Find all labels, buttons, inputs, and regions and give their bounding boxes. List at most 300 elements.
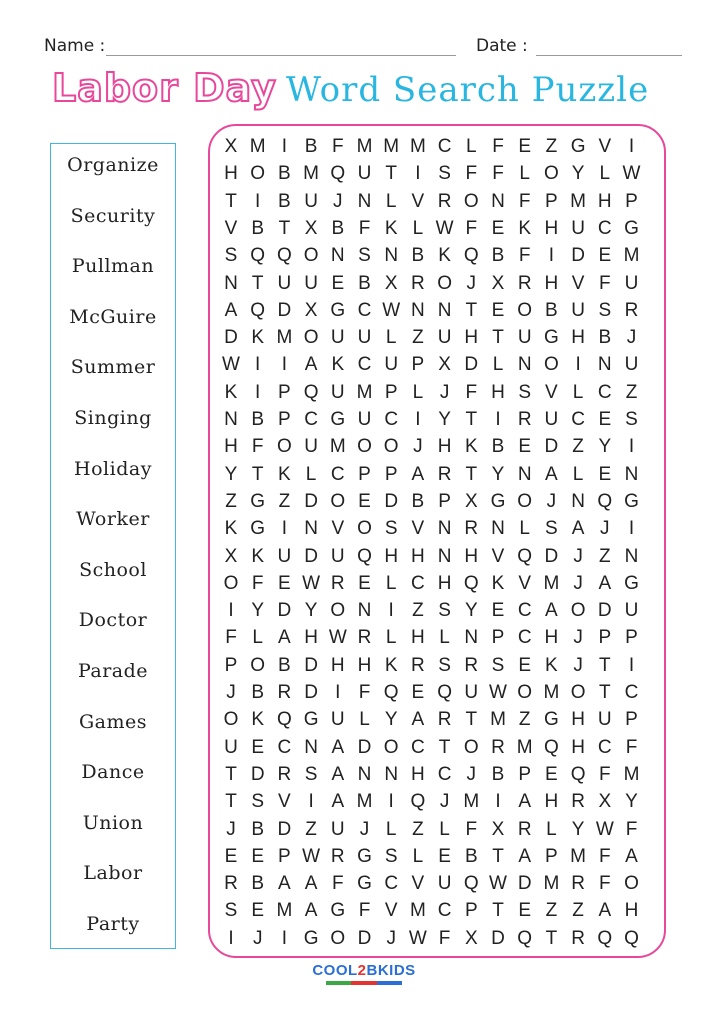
grid-letter[interactable]: D — [277, 600, 292, 622]
grid-letter[interactable]: C — [411, 736, 425, 758]
grid-letter[interactable]: N — [624, 463, 639, 485]
grid-letter[interactable]: R — [517, 818, 532, 840]
grid-letter[interactable]: S — [438, 600, 451, 622]
grid-letter[interactable]: W — [302, 572, 321, 594]
grid-letter[interactable]: M — [356, 381, 373, 403]
grid-letter[interactable]: F — [331, 873, 344, 895]
grid-letter[interactable]: E — [491, 299, 505, 321]
grid-letter[interactable]: U — [624, 272, 639, 294]
grid-letter[interactable]: H — [491, 381, 505, 403]
grid-letter[interactable]: K — [518, 217, 532, 239]
grid-letter[interactable]: W — [382, 299, 401, 321]
grid-letter[interactable]: O — [544, 163, 559, 185]
grid-letter[interactable]: Z — [412, 327, 424, 349]
grid-letter[interactable]: Y — [224, 463, 238, 485]
grid-letter[interactable]: H — [437, 436, 452, 458]
grid-letter[interactable]: O — [250, 163, 266, 185]
grid-letter[interactable]: A — [278, 627, 291, 649]
grid-letter[interactable]: A — [278, 873, 291, 895]
grid-letter[interactable]: Z — [412, 818, 424, 840]
grid-letter[interactable]: T — [438, 736, 451, 758]
grid-letter[interactable]: Q — [437, 682, 452, 703]
grid-letter[interactable]: C — [277, 736, 292, 758]
grid-letter[interactable]: E — [331, 272, 345, 294]
grid-letter[interactable]: Z — [412, 600, 424, 622]
grid-letter[interactable]: J — [573, 654, 583, 676]
grid-letter[interactable]: H — [571, 736, 585, 758]
grid-letter[interactable]: V — [331, 518, 345, 540]
grid-letter[interactable]: E — [518, 900, 532, 922]
grid-letter[interactable]: T — [598, 654, 611, 676]
grid-letter[interactable]: T — [465, 409, 478, 430]
grid-letter[interactable]: P — [224, 654, 238, 676]
grid-letter[interactable]: N — [517, 463, 532, 485]
grid-letter[interactable]: E — [518, 136, 532, 157]
grid-letter[interactable]: H — [544, 217, 559, 239]
grid-letter[interactable]: V — [411, 190, 425, 212]
grid-letter[interactable]: Z — [625, 381, 638, 403]
grid-letter[interactable]: V — [518, 572, 532, 594]
grid-letter[interactable]: D — [357, 927, 372, 949]
grid-letter[interactable]: X — [224, 545, 238, 567]
grid-letter[interactable]: A — [224, 299, 238, 321]
grid-letter[interactable]: I — [255, 190, 261, 212]
grid-letter[interactable]: X — [304, 217, 318, 239]
grid-letter[interactable]: Q — [277, 245, 292, 267]
grid-letter[interactable]: F — [598, 763, 611, 785]
grid-letter[interactable]: N — [597, 354, 612, 376]
grid-letter[interactable]: K — [251, 709, 265, 731]
grid-letter[interactable]: Y — [598, 436, 612, 458]
grid-letter[interactable]: L — [412, 381, 424, 403]
grid-letter[interactable]: E — [518, 654, 532, 676]
grid-letter[interactable]: H — [224, 436, 238, 458]
grid-letter[interactable]: M — [543, 682, 560, 703]
grid-letter[interactable]: Z — [225, 490, 237, 512]
grid-letter[interactable]: F — [358, 217, 371, 239]
grid-letter[interactable]: N — [437, 545, 452, 567]
grid-letter[interactable]: P — [278, 381, 291, 403]
grid-letter[interactable]: Q — [544, 736, 559, 758]
grid-letter[interactable]: T — [225, 190, 237, 212]
grid-letter[interactable]: Y — [251, 600, 265, 622]
grid-letter[interactable]: L — [439, 818, 450, 840]
grid-letter[interactable]: G — [357, 845, 372, 867]
grid-letter[interactable]: C — [597, 736, 612, 758]
grid-letter[interactable]: B — [411, 245, 425, 267]
grid-letter[interactable]: V — [598, 136, 612, 157]
grid-letter[interactable]: E — [224, 845, 238, 867]
grid-letter[interactable]: N — [304, 736, 318, 758]
grid-letter[interactable]: C — [597, 217, 612, 239]
grid-letter[interactable]: A — [545, 463, 558, 485]
grid-letter[interactable]: C — [304, 409, 318, 430]
grid-letter[interactable]: I — [628, 436, 635, 458]
grid-letter[interactable]: N — [464, 627, 479, 649]
grid-letter[interactable]: J — [413, 436, 423, 458]
grid-letter[interactable]: V — [278, 791, 291, 813]
grid-letter[interactable]: O — [463, 190, 479, 212]
grid-letter[interactable]: L — [252, 627, 263, 649]
grid-letter[interactable]: I — [281, 927, 288, 949]
grid-letter[interactable]: C — [357, 299, 372, 321]
grid-letter[interactable]: D — [384, 490, 399, 512]
grid-letter[interactable]: L — [492, 354, 504, 376]
grid-letter[interactable]: U — [384, 354, 399, 376]
grid-letter[interactable]: L — [385, 190, 397, 212]
grid-letter[interactable]: R — [464, 518, 479, 540]
grid-letter[interactable]: J — [226, 818, 236, 840]
grid-letter[interactable]: K — [224, 381, 238, 403]
grid-letter[interactable]: U — [544, 409, 559, 430]
grid-letter[interactable]: Q — [463, 873, 479, 895]
grid-letter[interactable]: P — [625, 190, 638, 212]
grid-letter[interactable]: F — [465, 381, 478, 403]
grid-letter[interactable]: U — [304, 436, 318, 458]
grid-letter[interactable]: N — [330, 245, 345, 267]
grid-letter[interactable]: N — [437, 299, 452, 321]
grid-letter[interactable]: S — [224, 900, 238, 922]
grid-letter[interactable]: S — [384, 518, 398, 540]
grid-letter[interactable]: Q — [303, 381, 319, 403]
grid-letter[interactable]: Q — [383, 682, 399, 703]
grid-letter[interactable]: E — [278, 572, 291, 594]
grid-letter[interactable]: F — [518, 190, 531, 212]
grid-letter[interactable]: R — [437, 190, 452, 212]
grid-letter[interactable]: K — [251, 545, 265, 567]
grid-letter[interactable]: T — [465, 299, 478, 321]
grid-letter[interactable]: W — [435, 217, 454, 239]
grid-letter[interactable]: O — [517, 299, 533, 321]
grid-letter[interactable]: A — [411, 463, 425, 485]
grid-letter[interactable]: V — [384, 900, 398, 922]
grid-letter[interactable]: J — [359, 818, 370, 840]
grid-letter[interactable]: U — [357, 409, 372, 430]
grid-letter[interactable]: C — [384, 873, 399, 895]
grid-letter[interactable]: D — [571, 245, 585, 267]
grid-letter[interactable]: U — [277, 545, 292, 567]
grid-letter[interactable]: N — [491, 518, 505, 540]
grid-letter[interactable]: H — [411, 763, 425, 785]
grid-letter[interactable]: R — [357, 627, 372, 649]
grid-letter[interactable]: M — [409, 900, 426, 922]
grid-letter[interactable]: F — [492, 163, 504, 185]
grid-letter[interactable]: U — [464, 682, 479, 703]
grid-letter[interactable]: O — [357, 436, 372, 458]
grid-letter[interactable]: C — [357, 354, 372, 376]
grid-letter[interactable]: T — [492, 327, 504, 349]
grid-letter[interactable]: J — [546, 490, 557, 512]
grid-letter[interactable]: Z — [572, 900, 584, 922]
grid-letter[interactable]: Q — [277, 709, 292, 731]
grid-letter[interactable]: P — [384, 381, 398, 403]
grid-letter[interactable]: P — [278, 845, 291, 867]
grid-letter[interactable]: P — [438, 490, 451, 512]
grid-letter[interactable]: U — [330, 545, 345, 567]
grid-letter[interactable]: I — [628, 136, 635, 157]
grid-letter[interactable]: M — [543, 873, 560, 895]
grid-letter[interactable]: N — [224, 409, 238, 430]
grid-letter[interactable]: B — [278, 190, 291, 212]
grid-letter[interactable]: H — [224, 163, 238, 185]
grid-letter[interactable]: J — [573, 572, 583, 594]
grid-letter[interactable]: A — [304, 354, 318, 376]
grid-letter[interactable]: B — [251, 409, 265, 430]
grid-letter[interactable]: O — [357, 518, 372, 540]
grid-letter[interactable]: X — [491, 272, 505, 294]
grid-letter[interactable]: T — [278, 217, 291, 239]
grid-letter[interactable]: F — [331, 136, 344, 157]
grid-letter[interactable]: C — [597, 381, 612, 403]
grid-letter[interactable]: A — [598, 572, 612, 594]
grid-letter[interactable]: P — [384, 463, 398, 485]
grid-letter[interactable]: W — [595, 818, 614, 840]
grid-letter[interactable]: U — [624, 354, 639, 376]
grid-letter[interactable]: N — [571, 490, 585, 512]
grid-letter[interactable]: I — [228, 600, 234, 622]
grid-letter[interactable]: S — [438, 163, 451, 185]
grid-letter[interactable]: K — [384, 217, 398, 239]
grid-letter[interactable]: U — [437, 327, 452, 349]
grid-letter[interactable]: R — [571, 873, 585, 895]
grid-letter[interactable]: F — [492, 136, 504, 157]
grid-letter[interactable]: R — [464, 654, 479, 676]
grid-letter[interactable]: R — [571, 927, 585, 949]
grid-letter[interactable]: Z — [278, 490, 291, 512]
grid-letter[interactable]: B — [491, 436, 505, 458]
grid-letter[interactable]: F — [598, 873, 611, 895]
grid-letter[interactable]: J — [573, 627, 583, 649]
grid-letter[interactable]: G — [544, 327, 559, 349]
grid-letter[interactable]: E — [598, 409, 612, 430]
grid-letter[interactable]: H — [411, 545, 425, 567]
grid-letter[interactable]: T — [465, 463, 478, 485]
grid-letter[interactable]: K — [491, 572, 505, 594]
grid-letter[interactable]: F — [465, 818, 478, 840]
grid-letter[interactable]: L — [572, 381, 584, 403]
grid-letter[interactable]: D — [304, 545, 318, 567]
grid-letter[interactable]: M — [463, 791, 480, 813]
grid-letter[interactable]: H — [544, 627, 559, 649]
grid-letter[interactable]: Q — [357, 545, 372, 567]
grid-letter[interactable]: A — [571, 518, 585, 540]
grid-letter[interactable]: D — [491, 927, 505, 949]
grid-letter[interactable]: I — [628, 518, 635, 540]
grid-letter[interactable]: J — [439, 791, 450, 813]
grid-letter[interactable]: X — [304, 299, 318, 321]
grid-letter[interactable]: D — [517, 873, 532, 895]
grid-letter[interactable]: G — [624, 572, 639, 594]
grid-letter[interactable]: R — [330, 572, 345, 594]
grid-letter[interactable]: X — [464, 490, 478, 512]
grid-letter[interactable]: H — [464, 545, 479, 567]
grid-letter[interactable]: L — [572, 463, 584, 485]
grid-letter[interactable]: M — [543, 572, 560, 594]
grid-letter[interactable]: O — [250, 654, 266, 676]
grid-letter[interactable]: K — [438, 245, 451, 267]
grid-letter[interactable]: C — [517, 627, 532, 649]
grid-letter[interactable]: B — [251, 818, 265, 840]
grid-letter[interactable]: V — [411, 873, 425, 895]
grid-letter[interactable]: M — [383, 136, 400, 157]
grid-letter[interactable]: I — [335, 682, 341, 703]
grid-letter[interactable]: I — [228, 927, 234, 949]
grid-letter[interactable]: L — [385, 327, 397, 349]
grid-letter[interactable]: H — [304, 627, 318, 649]
grid-letter[interactable]: T — [545, 927, 558, 949]
grid-letter[interactable]: Q — [463, 245, 479, 267]
grid-letter[interactable]: Z — [572, 436, 584, 458]
grid-letter[interactable]: J — [626, 327, 637, 349]
grid-letter[interactable]: X — [464, 927, 478, 949]
grid-letter[interactable]: C — [384, 409, 399, 430]
grid-letter[interactable]: V — [571, 272, 585, 294]
grid-letter[interactable]: Q — [597, 927, 613, 949]
grid-letter[interactable]: R — [411, 654, 425, 676]
grid-letter[interactable]: E — [411, 682, 425, 703]
grid-letter[interactable]: C — [411, 572, 425, 594]
grid-letter[interactable]: M — [516, 736, 533, 758]
grid-letter[interactable]: W — [489, 682, 507, 703]
grid-letter[interactable]: L — [439, 627, 450, 649]
grid-letter[interactable]: U — [304, 190, 318, 212]
grid-letter[interactable]: D — [277, 818, 292, 840]
grid-letter[interactable]: N — [384, 763, 399, 785]
grid-letter[interactable]: H — [464, 327, 479, 349]
grid-letter[interactable]: O — [223, 709, 239, 731]
date-input-line[interactable] — [536, 55, 682, 56]
grid-letter[interactable]: J — [226, 682, 236, 703]
grid-letter[interactable]: L — [466, 136, 477, 157]
grid-letter[interactable]: D — [224, 327, 238, 349]
grid-letter[interactable]: O — [544, 354, 559, 376]
grid-letter[interactable]: E — [358, 490, 371, 512]
grid-letter[interactable]: P — [278, 409, 291, 430]
grid-letter[interactable]: Q — [250, 245, 266, 267]
grid-letter[interactable]: A — [331, 763, 345, 785]
grid-letter[interactable]: U — [437, 873, 452, 895]
grid-letter[interactable]: N — [384, 245, 399, 267]
grid-letter[interactable]: U — [304, 272, 318, 294]
grid-letter[interactable]: R — [411, 272, 425, 294]
grid-letter[interactable]: I — [575, 354, 581, 376]
grid-letter[interactable]: K — [251, 327, 265, 349]
grid-letter[interactable]: S — [545, 518, 558, 540]
grid-letter[interactable]: U — [517, 327, 532, 349]
grid-letter[interactable]: L — [519, 518, 530, 540]
grid-letter[interactable]: U — [357, 163, 372, 185]
grid-letter[interactable]: A — [304, 873, 318, 895]
grid-letter[interactable]: L — [385, 818, 397, 840]
grid-letter[interactable]: Z — [518, 709, 531, 731]
grid-letter[interactable]: I — [255, 381, 261, 403]
grid-letter[interactable]: B — [278, 163, 291, 185]
grid-letter[interactable]: T — [492, 900, 504, 922]
grid-letter[interactable]: N — [357, 763, 372, 785]
grid-letter[interactable]: J — [439, 381, 450, 403]
grid-letter[interactable]: D — [304, 682, 318, 703]
grid-letter[interactable]: M — [276, 900, 293, 922]
grid-letter[interactable]: Y — [625, 791, 638, 813]
grid-letter[interactable]: U — [330, 818, 345, 840]
grid-letter[interactable]: P — [545, 190, 558, 212]
grid-letter[interactable]: I — [628, 654, 635, 676]
grid-letter[interactable]: I — [388, 600, 394, 622]
grid-letter[interactable]: P — [598, 627, 612, 649]
grid-letter[interactable]: L — [546, 818, 557, 840]
grid-letter[interactable]: F — [518, 245, 531, 267]
grid-letter[interactable]: B — [251, 682, 265, 703]
grid-letter[interactable]: U — [624, 600, 639, 622]
grid-letter[interactable]: R — [330, 845, 345, 867]
grid-letter[interactable]: K — [545, 654, 558, 676]
grid-letter[interactable]: G — [544, 709, 559, 731]
grid-letter[interactable]: B — [251, 873, 265, 895]
grid-letter[interactable]: E — [491, 217, 505, 239]
grid-letter[interactable]: D — [544, 545, 559, 567]
grid-letter[interactable]: E — [251, 845, 265, 867]
grid-letter[interactable]: I — [255, 354, 261, 376]
grid-letter[interactable]: F — [251, 572, 264, 594]
grid-letter[interactable]: D — [250, 763, 265, 785]
grid-letter[interactable]: U — [571, 217, 585, 239]
grid-letter[interactable]: G — [250, 518, 266, 540]
grid-letter[interactable]: F — [225, 627, 237, 649]
grid-letter[interactable]: O — [463, 736, 479, 758]
grid-letter[interactable]: F — [358, 682, 371, 703]
grid-letter[interactable]: G — [330, 900, 346, 922]
grid-letter[interactable]: C — [437, 763, 452, 785]
grid-letter[interactable]: M — [409, 136, 426, 157]
grid-letter[interactable]: Q — [570, 763, 586, 785]
grid-letter[interactable]: T — [598, 682, 611, 703]
grid-letter[interactable]: I — [495, 409, 501, 430]
grid-letter[interactable]: H — [437, 572, 452, 594]
grid-letter[interactable]: D — [304, 654, 318, 676]
grid-letter[interactable]: N — [357, 190, 372, 212]
grid-letter[interactable]: G — [490, 490, 506, 512]
grid-letter[interactable]: Q — [463, 572, 479, 594]
grid-letter[interactable]: G — [303, 927, 319, 949]
grid-letter[interactable]: G — [570, 136, 586, 157]
grid-letter[interactable]: K — [224, 518, 238, 540]
grid-letter[interactable]: M — [570, 190, 586, 212]
name-input-line[interactable] — [106, 55, 456, 56]
grid-letter[interactable]: U — [330, 709, 345, 731]
grid-letter[interactable]: Q — [330, 163, 346, 185]
grid-letter[interactable]: C — [624, 682, 639, 703]
grid-letter[interactable]: R — [491, 736, 505, 758]
grid-letter[interactable]: A — [411, 709, 425, 731]
grid-letter[interactable]: B — [491, 245, 505, 267]
grid-letter[interactable]: K — [384, 654, 398, 676]
grid-letter[interactable]: N — [224, 272, 238, 294]
grid-letter[interactable]: C — [330, 463, 345, 485]
grid-letter[interactable]: O — [570, 600, 586, 622]
grid-letter[interactable]: O — [383, 736, 399, 758]
grid-letter[interactable]: Z — [545, 900, 558, 922]
grid-letter[interactable]: N — [411, 299, 425, 321]
grid-letter[interactable]: J — [386, 927, 396, 949]
grid-letter[interactable]: Y — [491, 463, 505, 485]
grid-letter[interactable]: E — [598, 463, 612, 485]
grid-letter[interactable]: R — [224, 873, 238, 895]
grid-letter[interactable]: L — [412, 217, 424, 239]
grid-letter[interactable]: N — [624, 545, 639, 567]
grid-letter[interactable]: I — [548, 245, 555, 267]
grid-letter[interactable]: B — [491, 763, 505, 785]
grid-letter[interactable]: A — [518, 791, 532, 813]
